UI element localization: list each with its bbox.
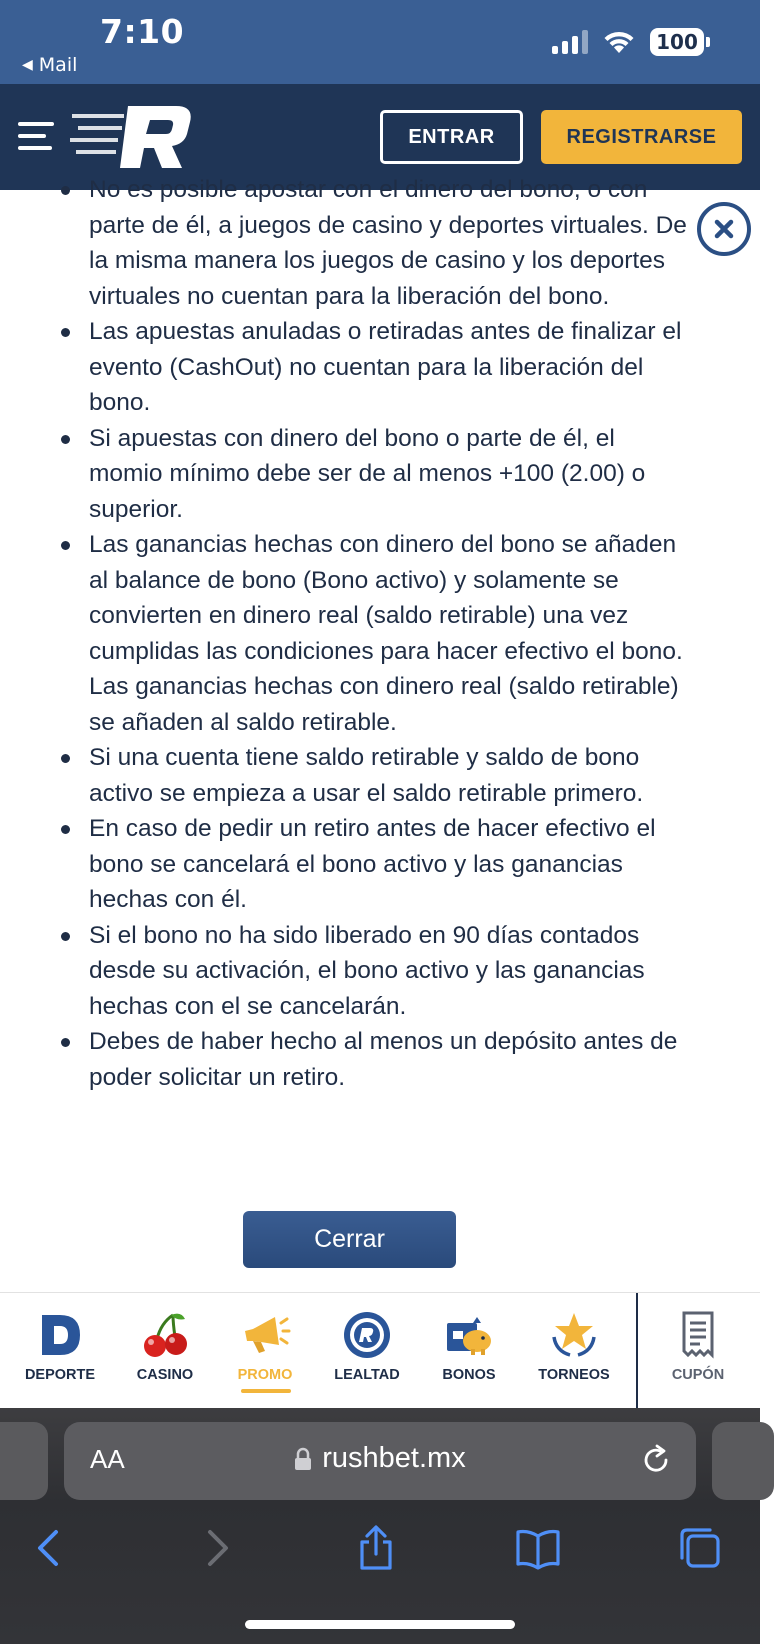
nav-casino[interactable] [113,1293,217,1409]
bonus-rules-list [55,172,695,1095]
previous-tab-edge[interactable] [0,1422,48,1500]
nav-deporte[interactable] [8,1293,112,1409]
nav-lealtad[interactable] [315,1293,419,1409]
share-icon[interactable] [352,1524,400,1572]
rule-item: Si apuestas con dinero del bono o parte de él, el momio mínimo debe ser de al menos +100 (2.00) o superior. [55,421,695,528]
nav-divider [636,1293,638,1409]
status-bar [0,0,760,84]
close-modal-button[interactable] [697,202,751,256]
back-label: Mail [38,54,78,76]
back-arrow-icon[interactable] [26,1524,74,1572]
url-text: rushbet.mx [322,1442,466,1474]
nav-label: DEPORTE [24,1367,96,1383]
nav-torneos[interactable] [522,1293,626,1409]
nav-bonos[interactable] [417,1293,521,1409]
login-button[interactable]: ENTRAR [380,110,523,164]
status-time: 7:10 [100,12,185,51]
bookmarks-icon[interactable] [514,1524,562,1572]
loyalty-badge-icon [341,1309,393,1361]
nav-label: PROMO [237,1367,293,1383]
rule-item: Si una cuenta tiene saldo retirable y saldo de bono activo se empieza a usar el saldo retirable primero. [55,740,695,811]
close-button[interactable]: Cerrar [243,1211,456,1268]
bottom-nav [0,1292,760,1408]
star-laurel-icon [548,1309,600,1361]
nav-label: CUPÓN [671,1367,725,1383]
status-icons [552,28,704,56]
megaphone-icon [239,1309,291,1361]
tabs-icon[interactable] [676,1524,724,1572]
rule-item: Las ganancias hechas con dinero del bono se añaden al balance de bono (Bono activo) y solamente se convierten en dinero real (saldo retirable) una vez cumplidas las condiciones para hacer efectivo el bono. Las ganancias hechas con dinero real (saldo retirable) se añaden al saldo retirable. [55,527,695,740]
nav-label: CASINO [136,1367,194,1383]
home-indicator [245,1620,515,1629]
rule-item: No es posible apostar con el dinero del bono, o con parte de él, a juegos de casino y deportes virtuales. De la misma manera los juegos de casino y los deportes virtuales no cuentan para la liberación del bono. [55,172,695,314]
rule-item: Debes de haber hecho al menos un depósito antes de poder solicitar un retiro. [55,1024,695,1095]
nav-label: TORNEOS [538,1367,610,1383]
cellular-signal-icon [552,30,588,54]
next-tab-edge[interactable] [712,1422,774,1500]
url-display[interactable] [64,1442,696,1475]
forward-arrow-icon [192,1524,240,1572]
close-icon [713,218,735,240]
nav-cupon[interactable] [646,1293,750,1409]
battery-level: 100 [656,30,698,54]
active-tab-indicator [241,1389,291,1393]
rule-item: Si el bono no ha sido liberado en 90 días contados desde su activación, el bono activo y las ganancias hechas con el se cancelarán. [55,918,695,1025]
wifi-icon [602,29,636,55]
piggy-bank-icon [443,1309,495,1361]
lock-icon [294,1447,312,1471]
address-bar[interactable] [64,1422,696,1500]
cherries-icon [139,1309,191,1361]
aa-label: AA [90,1444,125,1474]
rule-item: En caso de pedir un retiro antes de hacer efectivo el bono se cancelará el bono activo y las ganancias hechas con él. [55,811,695,918]
browser-chrome [0,1408,760,1644]
menu-icon[interactable] [18,120,54,152]
battery-icon [650,28,704,56]
deporte-icon [34,1309,86,1361]
back-to-mail[interactable] [22,54,77,76]
nav-promo[interactable] [213,1293,317,1409]
reload-icon[interactable] [638,1442,674,1478]
bonus-terms-content [0,176,760,1292]
rule-item: Las apuestas anuladas o retiradas antes de finalizar el evento (CashOut) no cuentan para la liberación del bono. [55,314,695,421]
nav-label: LEALTAD [334,1367,400,1383]
rushbet-logo[interactable] [70,102,194,172]
coupon-icon [672,1309,724,1361]
register-button[interactable]: REGISTRARSE [541,110,742,164]
back-triangle-icon: ◀ [22,57,33,73]
nav-label: BONOS [442,1367,496,1383]
